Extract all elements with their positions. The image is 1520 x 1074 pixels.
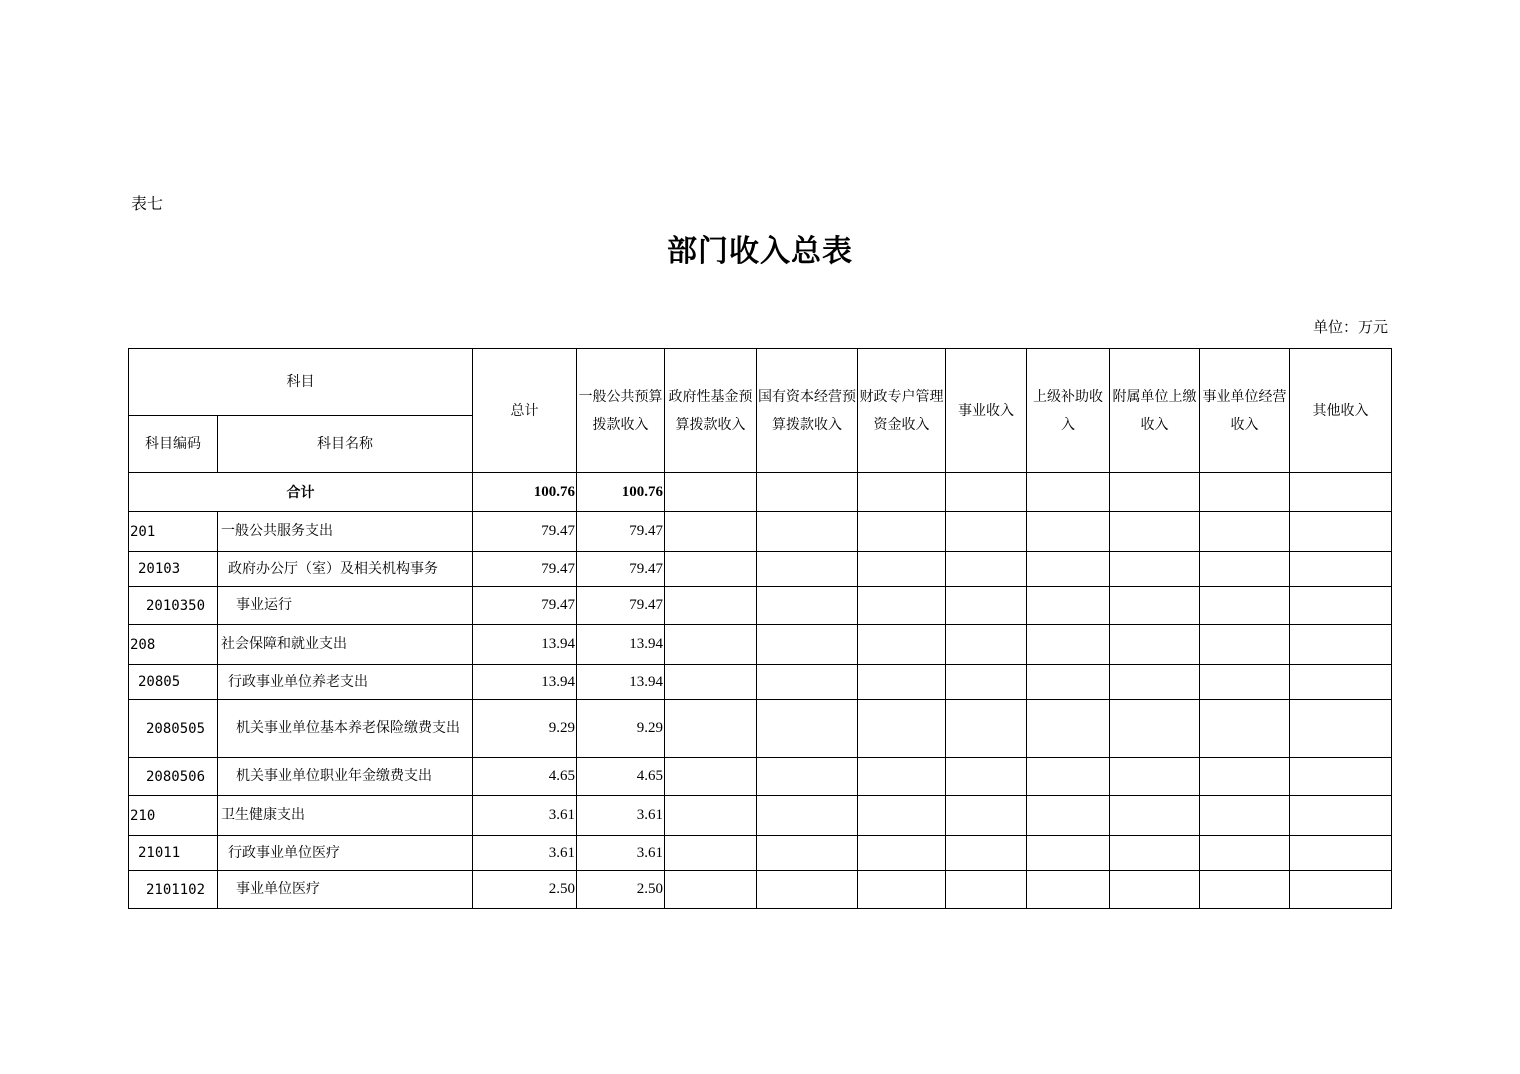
general-budget-cell: 9.29 <box>577 700 665 758</box>
empty-cell <box>665 871 757 909</box>
empty-cell <box>1200 758 1290 796</box>
empty-cell <box>1290 700 1392 758</box>
table-row <box>129 796 1392 836</box>
header-subject-code: 科目编码 <box>129 416 218 473</box>
subject-code-cell: 2101102 <box>129 871 218 909</box>
total-cell: 3.61 <box>473 796 577 836</box>
table-row <box>129 700 1392 758</box>
empty-cell <box>858 700 946 758</box>
general-budget-cell: 4.65 <box>577 758 665 796</box>
empty-cell <box>665 512 757 552</box>
table-row <box>129 552 1392 587</box>
subject-name-cell: 机关事业单位基本养老保险缴费支出 <box>218 700 473 758</box>
empty-cell <box>1290 587 1392 625</box>
empty-cell <box>1110 625 1200 665</box>
empty-cell <box>946 758 1027 796</box>
empty-cell <box>665 473 757 512</box>
empty-cell <box>1027 473 1110 512</box>
empty-cell <box>1027 796 1110 836</box>
total-amount: 100.76 <box>473 473 577 512</box>
total-cell: 4.65 <box>473 758 577 796</box>
general-budget-cell: 13.94 <box>577 625 665 665</box>
general-budget-cell: 3.61 <box>577 836 665 871</box>
empty-cell <box>1200 587 1290 625</box>
empty-cell <box>757 871 858 909</box>
unit-label: 单位：万元 <box>1312 318 1388 336</box>
total-cell: 79.47 <box>473 587 577 625</box>
general-budget-cell: 79.47 <box>577 552 665 587</box>
subject-code-cell: 2080505 <box>129 700 218 758</box>
subject-name-cell: 卫生健康支出 <box>218 796 473 836</box>
empty-cell <box>757 512 858 552</box>
empty-cell <box>1110 587 1200 625</box>
empty-cell <box>1200 796 1290 836</box>
header-col-affiliate-remit: 附属单位上缴收入 <box>1110 349 1200 473</box>
empty-cell <box>1290 836 1392 871</box>
header-col-state-capital: 国有资本经营预算拨款收入 <box>757 349 858 473</box>
table-row <box>129 512 1392 552</box>
subject-code-cell: 20805 <box>129 665 218 700</box>
empty-cell <box>665 700 757 758</box>
empty-cell <box>665 552 757 587</box>
empty-cell <box>858 552 946 587</box>
page-title: 部门收入总表 <box>667 234 853 269</box>
empty-cell <box>1290 758 1392 796</box>
empty-cell <box>946 871 1027 909</box>
empty-cell <box>1110 871 1200 909</box>
total-cell: 9.29 <box>473 700 577 758</box>
empty-cell <box>1110 836 1200 871</box>
subject-name-cell: 社会保障和就业支出 <box>218 625 473 665</box>
empty-cell <box>665 665 757 700</box>
empty-cell <box>1290 665 1392 700</box>
empty-cell <box>1110 700 1200 758</box>
empty-cell <box>757 836 858 871</box>
empty-cell <box>1200 700 1290 758</box>
empty-cell <box>757 473 858 512</box>
empty-cell <box>1110 473 1200 512</box>
empty-cell <box>1027 665 1110 700</box>
empty-cell <box>858 758 946 796</box>
empty-cell <box>858 587 946 625</box>
header-subject: 科目 <box>129 349 473 416</box>
table-row <box>129 836 1392 871</box>
empty-cell <box>858 665 946 700</box>
empty-cell <box>1027 512 1110 552</box>
empty-cell <box>946 625 1027 665</box>
empty-cell <box>858 473 946 512</box>
empty-cell <box>1290 871 1392 909</box>
subject-code-cell: 21011 <box>129 836 218 871</box>
empty-cell <box>1290 512 1392 552</box>
total-cell: 13.94 <box>473 665 577 700</box>
table-row <box>129 758 1392 796</box>
empty-cell <box>1290 473 1392 512</box>
total-label: 合计 <box>129 473 473 512</box>
empty-cell <box>1110 796 1200 836</box>
empty-cell <box>858 836 946 871</box>
empty-cell <box>1200 625 1290 665</box>
total-cell: 13.94 <box>473 625 577 665</box>
empty-cell <box>757 587 858 625</box>
subject-name-cell: 行政事业单位养老支出 <box>218 665 473 700</box>
header-col-superior-subsidy: 上级补助收入 <box>1027 349 1110 473</box>
header-col-general-budget: 一般公共预算拨款收入 <box>577 349 665 473</box>
empty-cell <box>665 625 757 665</box>
subject-code-cell: 201 <box>129 512 218 552</box>
income-summary-table <box>128 348 1392 909</box>
header-row-1 <box>129 349 1392 416</box>
empty-cell <box>1200 512 1290 552</box>
general-budget-cell: 79.47 <box>577 587 665 625</box>
empty-cell <box>1027 871 1110 909</box>
empty-cell <box>1200 473 1290 512</box>
header-col-business-income: 事业收入 <box>946 349 1027 473</box>
table-row <box>129 625 1392 665</box>
empty-cell <box>757 796 858 836</box>
table-row <box>129 871 1392 909</box>
header-col-operating-income: 事业单位经营收入 <box>1200 349 1290 473</box>
empty-cell <box>665 796 757 836</box>
empty-cell <box>1027 587 1110 625</box>
empty-cell <box>1200 665 1290 700</box>
subject-name-cell: 一般公共服务支出 <box>218 512 473 552</box>
empty-cell <box>757 758 858 796</box>
table-number-label: 表七 <box>131 194 164 213</box>
header-col-fiscal-account: 财政专户管理资金收入 <box>858 349 946 473</box>
subject-code-cell: 210 <box>129 796 218 836</box>
empty-cell <box>1110 758 1200 796</box>
total-cell: 2.50 <box>473 871 577 909</box>
empty-cell <box>858 625 946 665</box>
table-row <box>129 665 1392 700</box>
empty-cell <box>946 587 1027 625</box>
empty-cell <box>757 700 858 758</box>
empty-cell <box>946 552 1027 587</box>
empty-cell <box>1290 552 1392 587</box>
empty-cell <box>1027 552 1110 587</box>
general-budget-cell: 3.61 <box>577 796 665 836</box>
empty-cell <box>665 587 757 625</box>
empty-cell <box>1027 700 1110 758</box>
empty-cell <box>946 473 1027 512</box>
header-col-other-income: 其他收入 <box>1290 349 1392 473</box>
empty-cell <box>946 700 1027 758</box>
subject-name-cell: 机关事业单位职业年金缴费支出 <box>218 758 473 796</box>
subject-name-cell: 事业单位医疗 <box>218 871 473 909</box>
empty-cell <box>858 871 946 909</box>
empty-cell <box>858 512 946 552</box>
empty-cell <box>1027 625 1110 665</box>
empty-cell <box>946 836 1027 871</box>
empty-cell <box>757 665 858 700</box>
total-cell: 79.47 <box>473 512 577 552</box>
empty-cell <box>1027 758 1110 796</box>
subject-code-cell: 20103 <box>129 552 218 587</box>
subject-name-cell: 行政事业单位医疗 <box>218 836 473 871</box>
empty-cell <box>665 836 757 871</box>
empty-cell <box>1290 625 1392 665</box>
empty-cell <box>946 665 1027 700</box>
empty-cell <box>1200 836 1290 871</box>
empty-cell <box>1027 836 1110 871</box>
empty-cell <box>1200 871 1290 909</box>
subject-code-cell: 208 <box>129 625 218 665</box>
empty-cell <box>757 625 858 665</box>
total-row <box>129 473 1392 512</box>
total-general-budget: 100.76 <box>577 473 665 512</box>
total-cell: 3.61 <box>473 836 577 871</box>
empty-cell <box>665 758 757 796</box>
subject-name-cell: 事业运行 <box>218 587 473 625</box>
general-budget-cell: 2.50 <box>577 871 665 909</box>
empty-cell <box>1290 796 1392 836</box>
general-budget-cell: 79.47 <box>577 512 665 552</box>
subject-name-cell: 政府办公厅（室）及相关机构事务 <box>218 552 473 587</box>
header-col-total: 总计 <box>473 349 577 473</box>
empty-cell <box>1200 552 1290 587</box>
empty-cell <box>1110 512 1200 552</box>
empty-cell <box>858 796 946 836</box>
empty-cell <box>757 552 858 587</box>
header-col-gov-fund: 政府性基金预算拨款收入 <box>665 349 757 473</box>
subject-code-cell: 2080506 <box>129 758 218 796</box>
header-subject-name: 科目名称 <box>218 416 473 473</box>
table-row <box>129 587 1392 625</box>
empty-cell <box>1110 665 1200 700</box>
total-cell: 79.47 <box>473 552 577 587</box>
empty-cell <box>946 796 1027 836</box>
general-budget-cell: 13.94 <box>577 665 665 700</box>
empty-cell <box>1110 552 1200 587</box>
empty-cell <box>946 512 1027 552</box>
subject-code-cell: 2010350 <box>129 587 218 625</box>
